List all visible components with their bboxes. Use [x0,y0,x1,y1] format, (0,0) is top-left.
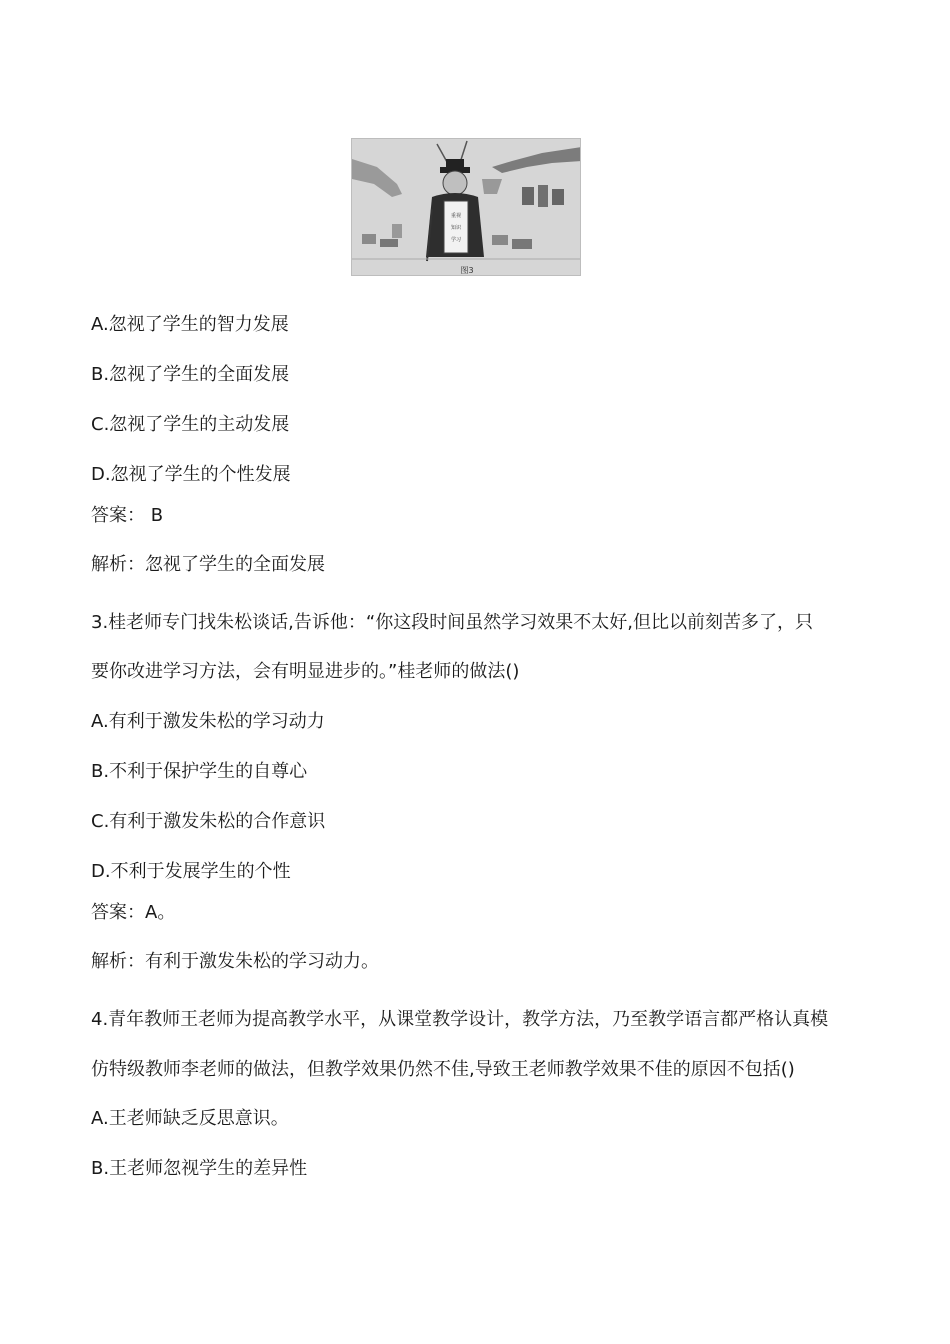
q3-answer: 答案：A。 [91,902,176,923]
cartoon-illustration [352,139,581,276]
q3-option-d: D.不利于发展学生的个性 [91,861,291,882]
q2-answer: 答案： B [91,505,164,526]
q2-option-d: D.忽视了学生的个性发展 [91,464,291,485]
q3-option-c: C.有利于激发朱松的合作意识 [91,811,326,832]
q2-option-b: B.忽视了学生的全面发展 [91,364,290,385]
q3-option-b: B.不利于保护学生的自尊心 [91,761,308,782]
q3-stem-line2: 要你改进学习方法，会有明显进步的。”桂老师的做法() [91,661,520,682]
q3-option-a: A.有利于激发朱松的学习动力 [91,711,325,732]
svg-text:知识: 知识 [450,225,462,231]
q4-stem-line1: 4.青年教师王老师为提高教学水平，从课堂教学设计，教学方法，乃至教学语言都严格认真模 [91,1009,829,1030]
q2-analysis: 解析：忽视了学生的全面发展 [91,554,325,575]
svg-text:重视: 重视 [450,213,462,219]
q4-option-b: B.王老师忽视学生的差异性 [91,1158,308,1179]
q3-analysis: 解析：有利于激发朱松的学习动力。 [91,951,379,972]
q4-option-a: A.王老师缺乏反思意识。 [91,1108,289,1129]
q2-option-a: A.忽视了学生的智力发展 [91,314,289,335]
cartoon-figure [351,138,581,276]
q4-stem-line2: 仿特级教师李老师的做法，但教学效果仍然不佳,导致王老师教学效果不佳的原因不包括() [91,1059,795,1080]
q3-stem-line1: 3.桂老师专门找朱松谈话,告诉他：“你这段时间虽然学习效果不太好,但比以前刻苦多了，只 [91,612,813,633]
q2-option-c: C.忽视了学生的主动发展 [91,414,290,435]
figure-caption: 图3 [460,266,474,275]
svg-text:学习: 学习 [450,237,462,243]
